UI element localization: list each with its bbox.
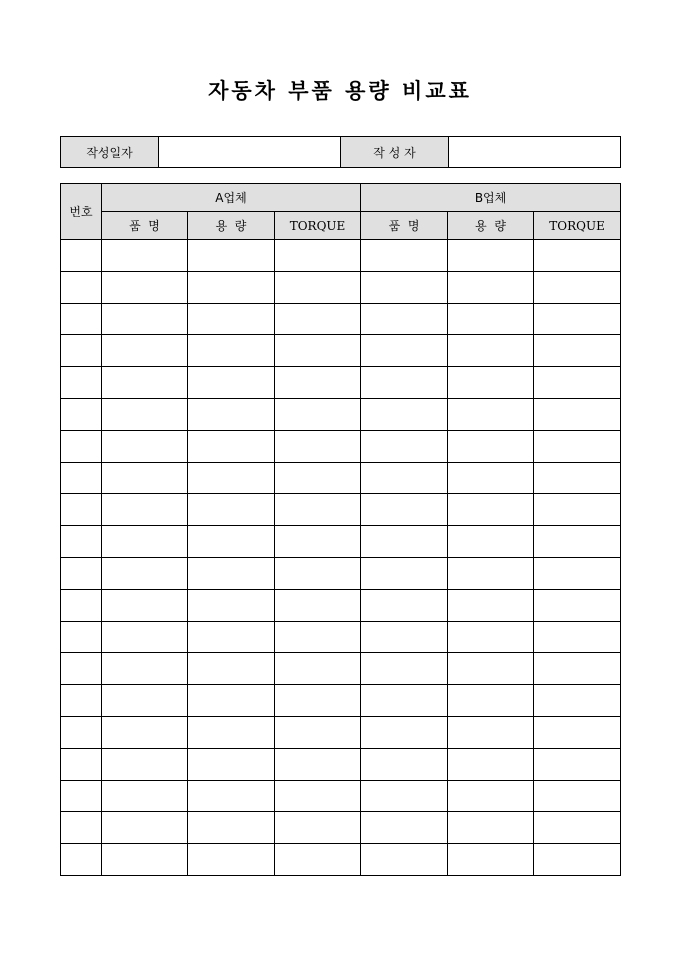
b-name-cell[interactable]	[361, 685, 448, 717]
b-torque-cell[interactable]	[534, 462, 621, 494]
b-capacity-cell[interactable]	[448, 526, 534, 558]
a-name-cell[interactable]	[102, 335, 188, 367]
a-capacity-cell[interactable]	[188, 557, 275, 589]
b-capacity-cell[interactable]	[448, 430, 534, 462]
info-table	[60, 136, 621, 168]
b-capacity-cell[interactable]	[448, 589, 534, 621]
number-cell[interactable]	[61, 240, 102, 272]
table-row	[61, 430, 621, 462]
b-name-header: 품 명	[361, 212, 448, 240]
b-capacity-cell[interactable]	[448, 303, 534, 335]
b-torque-cell[interactable]	[534, 494, 621, 526]
a-torque-header: TORQUE	[275, 212, 361, 240]
table-row	[61, 271, 621, 303]
b-name-cell[interactable]	[361, 430, 448, 462]
a-torque-cell[interactable]	[275, 812, 361, 844]
number-cell[interactable]	[61, 589, 102, 621]
number-cell[interactable]	[61, 748, 102, 780]
a-name-cell[interactable]	[102, 589, 188, 621]
b-name-cell[interactable]	[361, 812, 448, 844]
b-capacity-cell[interactable]	[448, 844, 534, 876]
b-torque-cell[interactable]	[534, 367, 621, 399]
number-cell[interactable]	[61, 621, 102, 653]
table-row	[61, 780, 621, 812]
number-cell[interactable]	[61, 812, 102, 844]
table-row	[61, 685, 621, 717]
b-name-cell[interactable]	[361, 844, 448, 876]
a-torque-cell[interactable]	[275, 430, 361, 462]
b-name-cell[interactable]	[361, 462, 448, 494]
b-capacity-cell[interactable]	[448, 240, 534, 272]
a-torque-cell[interactable]	[275, 653, 361, 685]
a-capacity-cell[interactable]	[188, 685, 275, 717]
b-capacity-cell[interactable]	[448, 653, 534, 685]
b-capacity-cell[interactable]	[448, 462, 534, 494]
number-cell[interactable]	[61, 271, 102, 303]
b-name-cell[interactable]	[361, 780, 448, 812]
a-torque-cell[interactable]	[275, 367, 361, 399]
table-row	[61, 494, 621, 526]
b-capacity-cell[interactable]	[448, 557, 534, 589]
a-torque-cell[interactable]	[275, 716, 361, 748]
b-torque-cell[interactable]	[534, 780, 621, 812]
number-header: 번호	[61, 184, 102, 240]
b-torque-cell[interactable]	[534, 716, 621, 748]
number-cell[interactable]	[61, 335, 102, 367]
a-capacity-cell[interactable]	[188, 716, 275, 748]
table-row	[61, 653, 621, 685]
a-name-cell[interactable]	[102, 844, 188, 876]
b-torque-cell[interactable]	[534, 621, 621, 653]
document-title: 자동차 부품 용량 비교표	[208, 78, 472, 103]
table-row	[61, 621, 621, 653]
a-torque-cell[interactable]	[275, 303, 361, 335]
b-name-cell[interactable]	[361, 240, 448, 272]
vendor-header-row	[61, 184, 621, 212]
a-torque-cell[interactable]	[275, 589, 361, 621]
a-name-cell[interactable]	[102, 240, 188, 272]
number-cell[interactable]	[61, 367, 102, 399]
table-row	[61, 398, 621, 430]
a-capacity-header: 용 량	[188, 212, 275, 240]
b-name-cell[interactable]	[361, 589, 448, 621]
a-torque-cell[interactable]	[275, 462, 361, 494]
a-capacity-cell[interactable]	[188, 780, 275, 812]
table-row	[61, 812, 621, 844]
b-torque-cell[interactable]	[534, 335, 621, 367]
a-name-cell[interactable]	[102, 621, 188, 653]
table-row	[61, 240, 621, 272]
table-row	[61, 716, 621, 748]
number-cell[interactable]	[61, 716, 102, 748]
a-capacity-cell[interactable]	[188, 589, 275, 621]
a-name-cell[interactable]	[102, 653, 188, 685]
a-torque-cell[interactable]	[275, 748, 361, 780]
table-row	[61, 748, 621, 780]
b-capacity-cell[interactable]	[448, 780, 534, 812]
b-capacity-cell[interactable]	[448, 398, 534, 430]
a-torque-cell[interactable]	[275, 240, 361, 272]
table-body	[61, 240, 621, 876]
table-row	[61, 589, 621, 621]
b-capacity-cell[interactable]	[448, 494, 534, 526]
author-label: 작 성 자	[341, 137, 449, 168]
a-capacity-cell[interactable]	[188, 526, 275, 558]
a-name-cell[interactable]	[102, 271, 188, 303]
b-torque-cell[interactable]	[534, 812, 621, 844]
date-field[interactable]	[159, 137, 341, 168]
a-capacity-cell[interactable]	[188, 844, 275, 876]
b-capacity-cell[interactable]	[448, 685, 534, 717]
column-header-row	[61, 212, 621, 240]
a-name-cell[interactable]	[102, 748, 188, 780]
number-cell[interactable]	[61, 430, 102, 462]
b-name-cell[interactable]	[361, 367, 448, 399]
a-capacity-cell[interactable]	[188, 494, 275, 526]
a-torque-cell[interactable]	[275, 526, 361, 558]
a-name-cell[interactable]	[102, 398, 188, 430]
number-cell[interactable]	[61, 462, 102, 494]
b-capacity-cell[interactable]	[448, 621, 534, 653]
a-torque-cell[interactable]	[275, 621, 361, 653]
b-torque-cell[interactable]	[534, 526, 621, 558]
a-capacity-cell[interactable]	[188, 367, 275, 399]
a-torque-cell[interactable]	[275, 844, 361, 876]
b-torque-cell[interactable]	[534, 685, 621, 717]
date-label: 작성일자	[61, 137, 159, 168]
b-name-cell[interactable]	[361, 621, 448, 653]
number-cell[interactable]	[61, 303, 102, 335]
number-cell[interactable]	[61, 844, 102, 876]
b-capacity-cell[interactable]	[448, 748, 534, 780]
number-cell[interactable]	[61, 494, 102, 526]
a-torque-cell[interactable]	[275, 398, 361, 430]
b-capacity-cell[interactable]	[448, 335, 534, 367]
b-capacity-cell[interactable]	[448, 716, 534, 748]
a-name-cell[interactable]	[102, 780, 188, 812]
b-torque-cell[interactable]	[534, 589, 621, 621]
a-capacity-cell[interactable]	[188, 398, 275, 430]
b-name-cell[interactable]	[361, 557, 448, 589]
a-name-cell[interactable]	[102, 462, 188, 494]
table-row	[61, 367, 621, 399]
a-name-cell[interactable]	[102, 812, 188, 844]
b-torque-cell[interactable]	[534, 303, 621, 335]
a-capacity-cell[interactable]	[188, 462, 275, 494]
number-cell[interactable]	[61, 685, 102, 717]
b-torque-cell[interactable]	[534, 271, 621, 303]
table-row	[61, 462, 621, 494]
b-name-cell[interactable]	[361, 271, 448, 303]
b-capacity-cell[interactable]	[448, 812, 534, 844]
a-name-cell[interactable]	[102, 716, 188, 748]
b-torque-header: TORQUE	[534, 212, 621, 240]
a-name-cell[interactable]	[102, 303, 188, 335]
number-cell[interactable]	[61, 526, 102, 558]
a-name-cell[interactable]	[102, 367, 188, 399]
table-row	[61, 844, 621, 876]
b-capacity-header: 용 량	[448, 212, 534, 240]
table-row	[61, 557, 621, 589]
a-torque-cell[interactable]	[275, 685, 361, 717]
b-capacity-cell[interactable]	[448, 367, 534, 399]
a-torque-cell[interactable]	[275, 557, 361, 589]
a-name-cell[interactable]	[102, 685, 188, 717]
a-capacity-cell[interactable]	[188, 812, 275, 844]
a-torque-cell[interactable]	[275, 780, 361, 812]
a-capacity-cell[interactable]	[188, 240, 275, 272]
a-name-cell[interactable]	[102, 557, 188, 589]
b-name-cell[interactable]	[361, 716, 448, 748]
vendor-a-header: A업체	[102, 184, 361, 212]
b-name-cell[interactable]	[361, 494, 448, 526]
b-name-cell[interactable]	[361, 398, 448, 430]
a-name-cell[interactable]	[102, 494, 188, 526]
number-cell[interactable]	[61, 780, 102, 812]
a-capacity-cell[interactable]	[188, 303, 275, 335]
a-torque-cell[interactable]	[275, 271, 361, 303]
b-name-cell[interactable]	[361, 748, 448, 780]
b-torque-cell[interactable]	[534, 398, 621, 430]
b-name-cell[interactable]	[361, 303, 448, 335]
number-cell[interactable]	[61, 398, 102, 430]
comparison-table	[60, 183, 621, 876]
vendor-b-header: B업체	[361, 184, 621, 212]
b-name-cell[interactable]	[361, 335, 448, 367]
b-torque-cell[interactable]	[534, 557, 621, 589]
a-capacity-cell[interactable]	[188, 335, 275, 367]
b-torque-cell[interactable]	[534, 653, 621, 685]
a-name-header: 품 명	[102, 212, 188, 240]
b-torque-cell[interactable]	[534, 430, 621, 462]
table-row	[61, 303, 621, 335]
b-torque-cell[interactable]	[534, 748, 621, 780]
a-name-cell[interactable]	[102, 430, 188, 462]
a-torque-cell[interactable]	[275, 494, 361, 526]
info-row	[61, 137, 621, 168]
table-row	[61, 335, 621, 367]
author-field[interactable]	[449, 137, 621, 168]
b-name-cell[interactable]	[361, 653, 448, 685]
a-torque-cell[interactable]	[275, 335, 361, 367]
a-name-cell[interactable]	[102, 526, 188, 558]
a-capacity-cell[interactable]	[188, 621, 275, 653]
a-capacity-cell[interactable]	[188, 653, 275, 685]
a-capacity-cell[interactable]	[188, 271, 275, 303]
number-cell[interactable]	[61, 653, 102, 685]
b-capacity-cell[interactable]	[448, 271, 534, 303]
b-name-cell[interactable]	[361, 526, 448, 558]
table-row	[61, 526, 621, 558]
a-capacity-cell[interactable]	[188, 748, 275, 780]
b-torque-cell[interactable]	[534, 844, 621, 876]
b-torque-cell[interactable]	[534, 240, 621, 272]
number-cell[interactable]	[61, 557, 102, 589]
a-capacity-cell[interactable]	[188, 430, 275, 462]
